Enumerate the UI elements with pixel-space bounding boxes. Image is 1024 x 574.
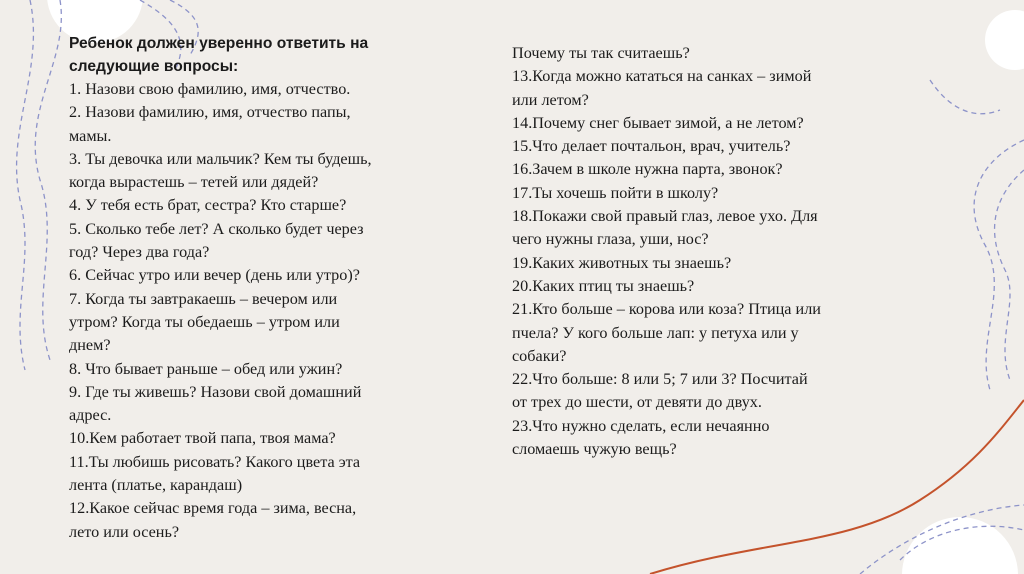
- question-line: 18.Покажи свой правый глаз, левое ухо. Для: [512, 207, 818, 226]
- question-line: 2. Назови фамилию, имя, отчество папы,: [69, 103, 351, 122]
- question-line: мамы.: [69, 126, 112, 145]
- heading-line: Ребенок должен уверенно ответить на: [69, 35, 369, 52]
- question-line: когда вырастешь – тетей или дядей?: [69, 173, 319, 192]
- question-line: Почему ты так считаешь?: [512, 44, 690, 62]
- question-line: 10.Кем работает твой папа, твоя мама?: [69, 429, 336, 448]
- question-line: 23.Что нужно сделать, если нечаянно: [512, 416, 770, 435]
- question-line: 9. Где ты живешь? Назови свой домашний: [69, 382, 362, 401]
- question-line: 8. Что бывает раньше – обед или ужин?: [69, 359, 343, 378]
- question-line: пчела? У кого больше лап: у петуха или у: [512, 323, 799, 342]
- question-line: днем?: [69, 336, 111, 355]
- question-list-right: [512, 42, 892, 461]
- question-line: 15.Что делает почтальон, врач, учитель?: [512, 137, 791, 156]
- question-line: утром? Когда ты обедаешь – утром или: [69, 312, 340, 331]
- question-line: 5. Сколько тебе лет? А сколько будет через: [69, 219, 364, 238]
- question-line: 1. Назови свою фамилию, имя, отчество.: [69, 80, 351, 98]
- question-line: 14.Почему снег бывает зимой, а не летом?: [512, 113, 804, 132]
- question-line: 16.Зачем в школе нужна парта, звонок?: [512, 160, 783, 179]
- right-column: [512, 42, 892, 461]
- question-line: 21.Кто больше – корова или коза? Птица или: [512, 300, 821, 319]
- question-line: 22.Что больше: 8 или 5; 7 или 3? Посчитай: [512, 370, 808, 389]
- question-line: от трех до шести, от девяти до двух.: [512, 393, 762, 412]
- question-line: чего нужны глаза, уши, нос?: [512, 230, 709, 249]
- left-column: [69, 32, 439, 544]
- question-line: собаки?: [512, 346, 567, 365]
- question-line: 19.Каких животных ты знаешь?: [512, 253, 732, 272]
- question-line: 4. У тебя есть брат, сестра? Кто старше?: [69, 196, 347, 215]
- question-line: 20.Каких птиц ты знаешь?: [512, 276, 695, 295]
- heading: [69, 32, 439, 78]
- question-line: 3. Ты девочка или мальчик? Кем ты будешь,: [69, 149, 372, 168]
- question-line: 17.Ты хочешь пойти в школу?: [512, 183, 719, 202]
- question-line: 13.Когда можно кататься на санках – зимой: [512, 67, 812, 86]
- question-line: 7. Когда ты завтракаешь – вечером или: [69, 289, 338, 308]
- question-line: год? Через два года?: [69, 243, 210, 262]
- bottom-right-blob: [902, 517, 1018, 574]
- question-line: адрес.: [69, 406, 112, 425]
- question-line: 11.Ты любишь рисовать? Какого цвета эта: [69, 452, 361, 471]
- question-list-left: [69, 78, 439, 544]
- heading-line: следующие вопросы:: [69, 58, 239, 75]
- question-line: 12.Какое сейчас время года – зима, весна,: [69, 499, 357, 518]
- question-line: или летом?: [512, 90, 589, 109]
- question-line: 6. Сейчас утро или вечер (день или утро)?: [69, 266, 360, 285]
- question-line: сломаешь чужую вещь?: [512, 440, 677, 459]
- top-right-blob: [985, 10, 1024, 70]
- question-line: лето или осень?: [69, 522, 180, 541]
- question-line: лента (платье, карандаш): [69, 476, 243, 495]
